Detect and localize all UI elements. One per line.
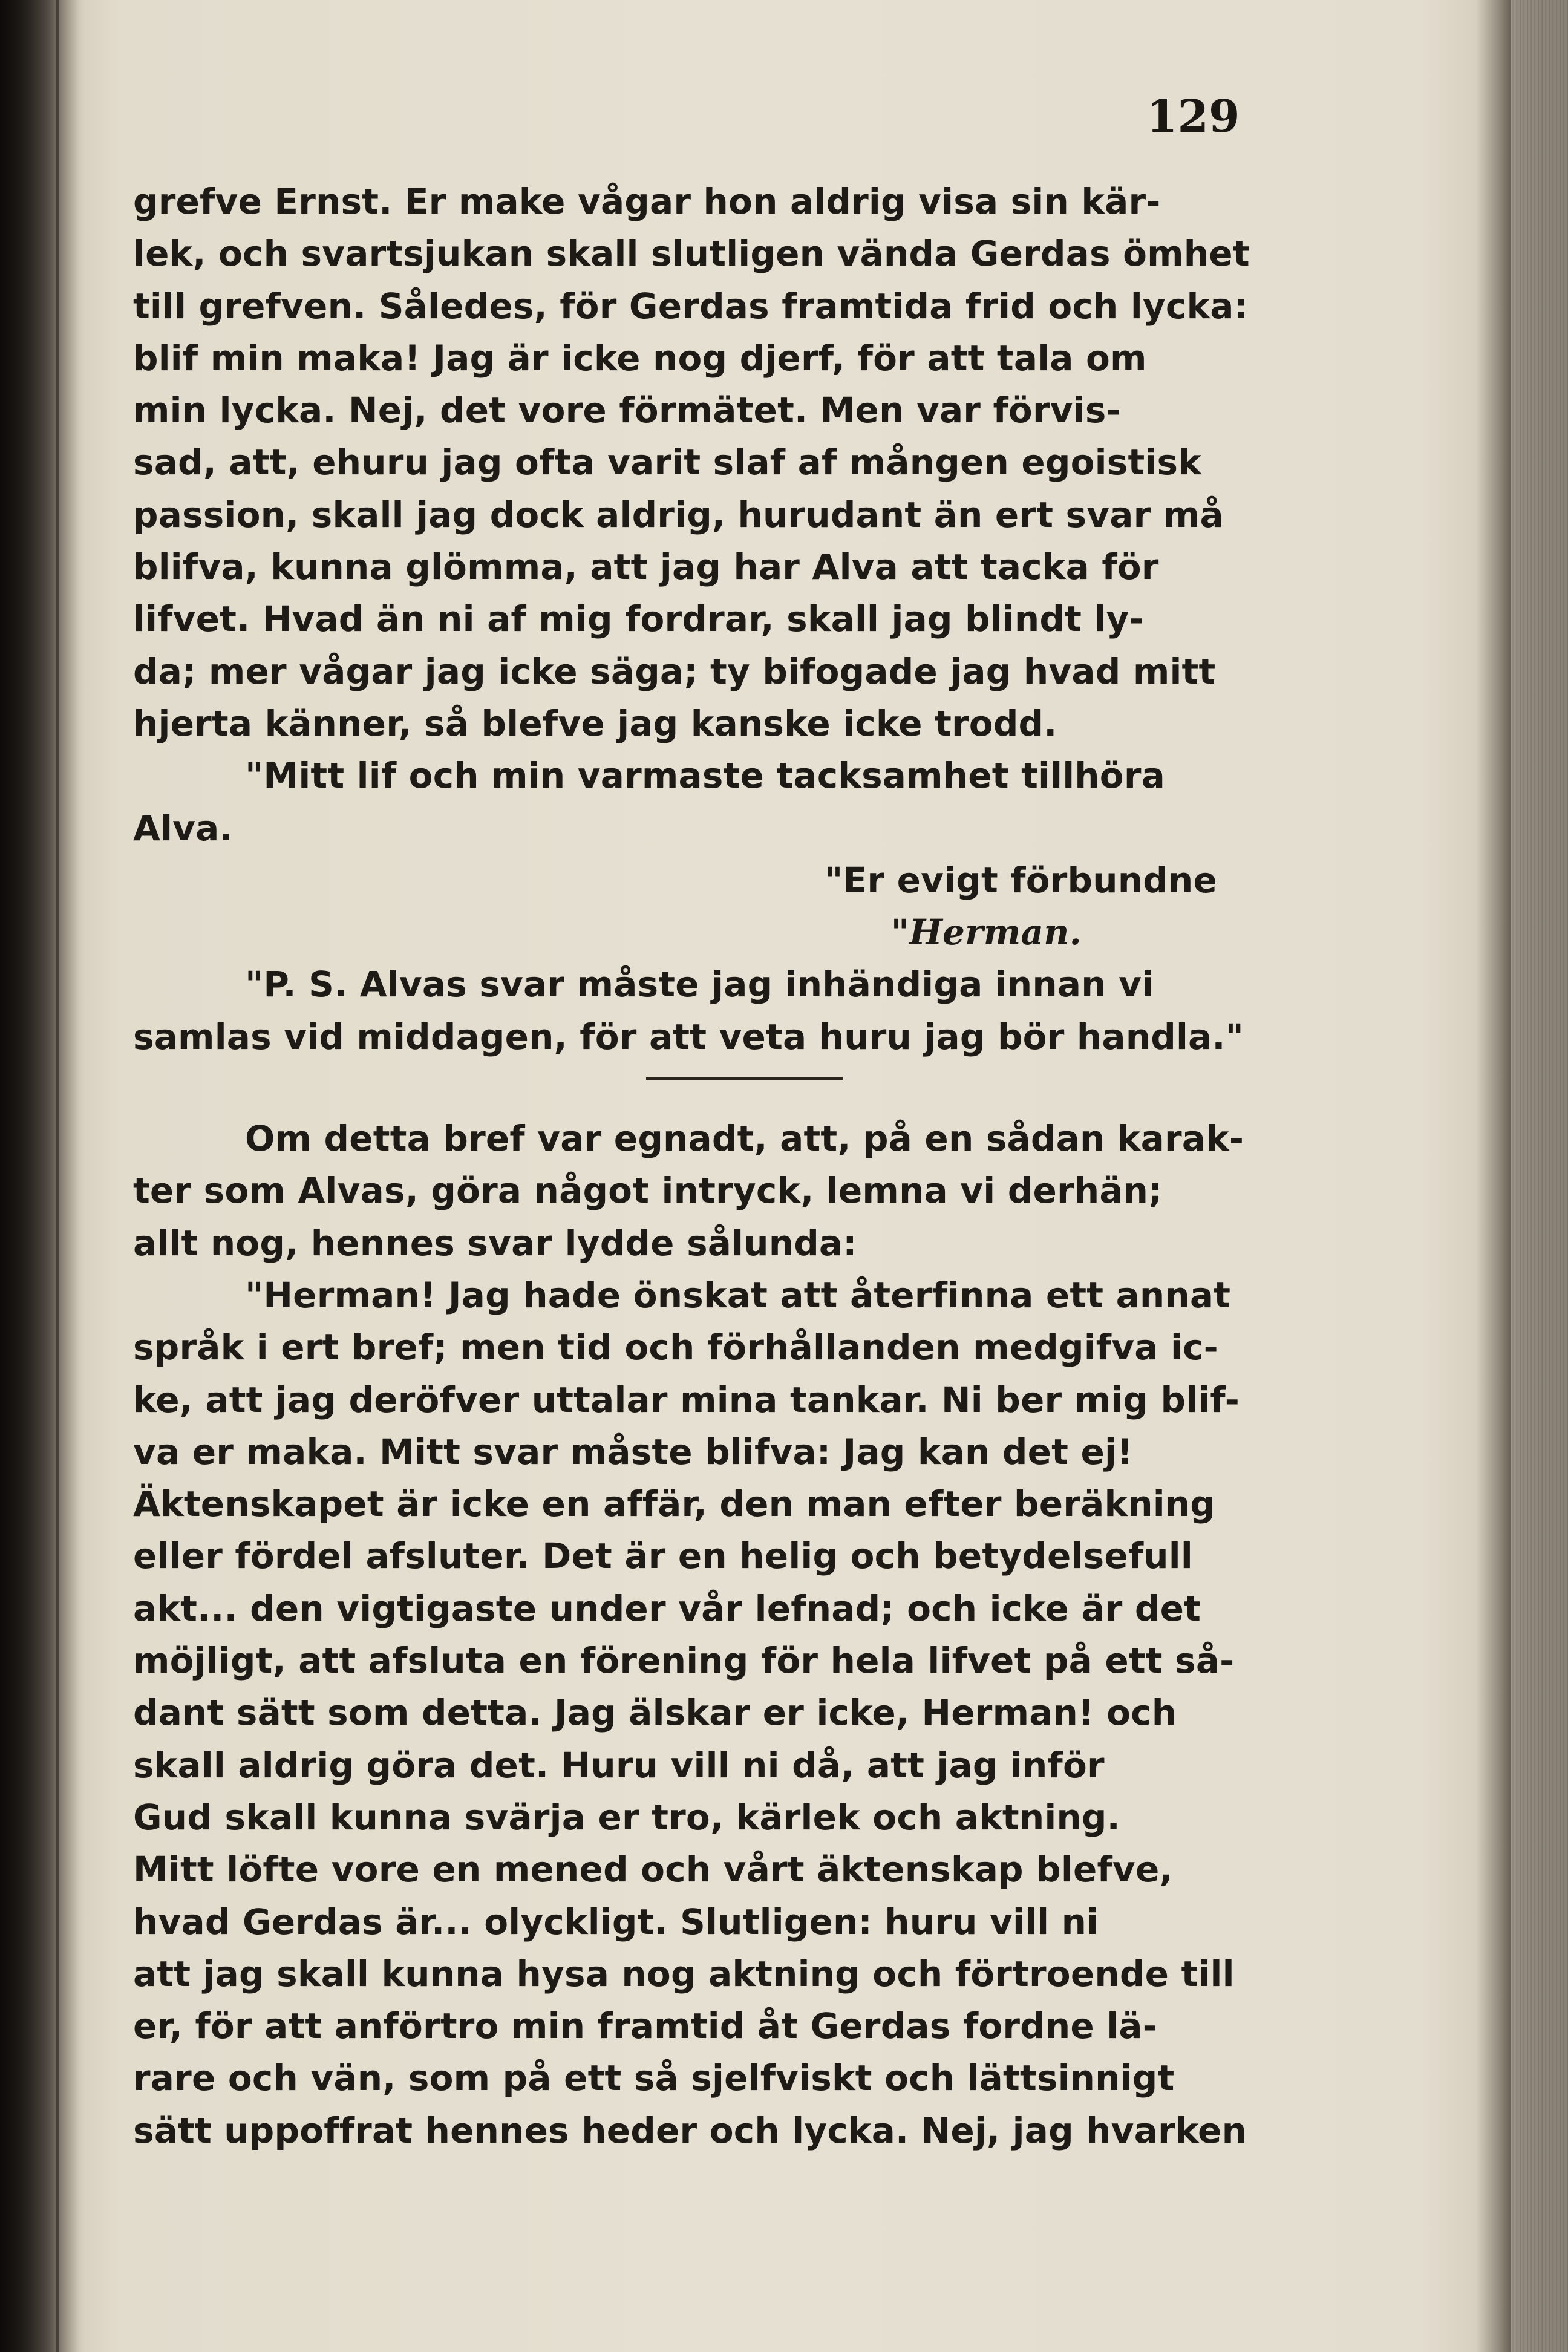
binding-edge: [56, 0, 59, 2352]
reply-letter-line: Gud skall kunna svärja er tro, kärlek och aktning.: [133, 1796, 1120, 1838]
postscript-continued: samlas vid middagen, för att veta huru jag bör handla.": [133, 1016, 1244, 1057]
page-body: [133, 175, 1270, 2157]
reply-letter-line: att jag skall kunna hysa nog aktning och förtroende till: [133, 1953, 1235, 1994]
page-number: 129: [1146, 91, 1240, 143]
reply-letter-line: möjligt, att afsluta en förening för hela lifvet på ett så-: [133, 1640, 1235, 1682]
text-line: hjerta känner, så blefve jag kanske icke trodd.: [133, 702, 1057, 744]
reply-letter-line: Mitt löfte vore en mened och vårt äktenskap blefve,: [133, 1849, 1173, 1890]
text-line: grefve Ernst. Er make vågar hon aldrig visa sin kär-: [133, 181, 1161, 222]
text-line: Om detta bref var egnadt, att, på en sådan karak-: [245, 1118, 1244, 1160]
letter-signoff: "Er evigt förbundne: [825, 859, 1217, 901]
reply-letter-line: skall aldrig göra det. Huru vill ni då, att jag inför: [133, 1744, 1105, 1786]
reply-letter-line: eller fördel afsluter. Det är en helig och betydelsefull: [133, 1535, 1193, 1577]
text-line: lek, och svartsjukan skall slutligen vända Gerdas ömhet: [133, 233, 1250, 275]
reply-letter-line: dant sätt som detta. Jag älskar er icke, Herman! och: [133, 1692, 1177, 1734]
text-line: till grefven. Således, för Gerdas framtida frid och lycka:: [133, 285, 1249, 327]
reply-letter-line: språk i ert bref; men tid och förhållanden medgifva ic-: [133, 1327, 1218, 1368]
page-stack-edge: [1511, 0, 1568, 2352]
text-line: blifva, kunna glömma, att jag har Alva att tacka för: [133, 546, 1159, 588]
reply-letter-line: rare och vän, som på ett så sjelfviskt och lättsinnigt: [133, 2057, 1175, 2099]
text-line: allt nog, hennes svar lydde sålunda:: [133, 1222, 857, 1264]
text-line: min lycka. Nej, det vore förmätet. Men var förvis-: [133, 390, 1121, 431]
reply-letter-line: va er maka. Mitt svar måste blifva: Jag kan det ej!: [133, 1431, 1133, 1472]
reply-letter-line: er, för att anförtro min framtid åt Gerdas fordne lä-: [133, 2005, 1157, 2047]
text-line: ter som Alvas, göra något intryck, lemna vi derhän;: [133, 1170, 1163, 1212]
reply-letter-line: hvad Gerdas är... olyckligt. Slutligen: huru vill ni: [133, 1901, 1099, 1942]
letter-closing: "Mitt lif och min varmaste tacksamhet tillhöra: [245, 755, 1165, 797]
binding-gutter-shadow: [0, 0, 79, 2352]
text-line: lifvet. Hvad än ni af mig fordrar, skall jag blindt ly-: [133, 598, 1144, 640]
text-line: sad, att, ehuru jag ofta varit slaf af mången egoistisk: [133, 442, 1201, 483]
section-divider: [646, 1077, 843, 1080]
postscript: "P. S. Alvas svar måste jag inhändiga innan vi: [245, 964, 1154, 1005]
text-line: da; mer vågar jag icke säga; ty bifogade jag hvad mitt: [133, 650, 1216, 692]
text-line: passion, skall jag dock aldrig, hurudant än ert svar må: [133, 494, 1224, 535]
reply-letter-line: akt... den vigtigaste under vår lefnad; och icke är det: [133, 1587, 1201, 1629]
letter-closing-continued: Alva.: [133, 807, 233, 849]
reply-letter-line: Äktenskapet är icke en affär, den man efter beräkning: [133, 1483, 1216, 1525]
reply-letter-line: "Herman! Jag hade önskat att återfinna ett annat: [245, 1274, 1231, 1316]
text-line: blif min maka! Jag är icke nog djerf, för att tala om: [133, 337, 1147, 379]
reply-letter-line: sätt uppoffrat hennes heder och lycka. Nej, jag hvarken: [133, 2109, 1247, 2151]
letter-signature: "Herman.: [890, 912, 1082, 953]
reply-letter-line: ke, att jag deröfver uttalar mina tankar. Ni ber mig blif-: [133, 1379, 1240, 1420]
